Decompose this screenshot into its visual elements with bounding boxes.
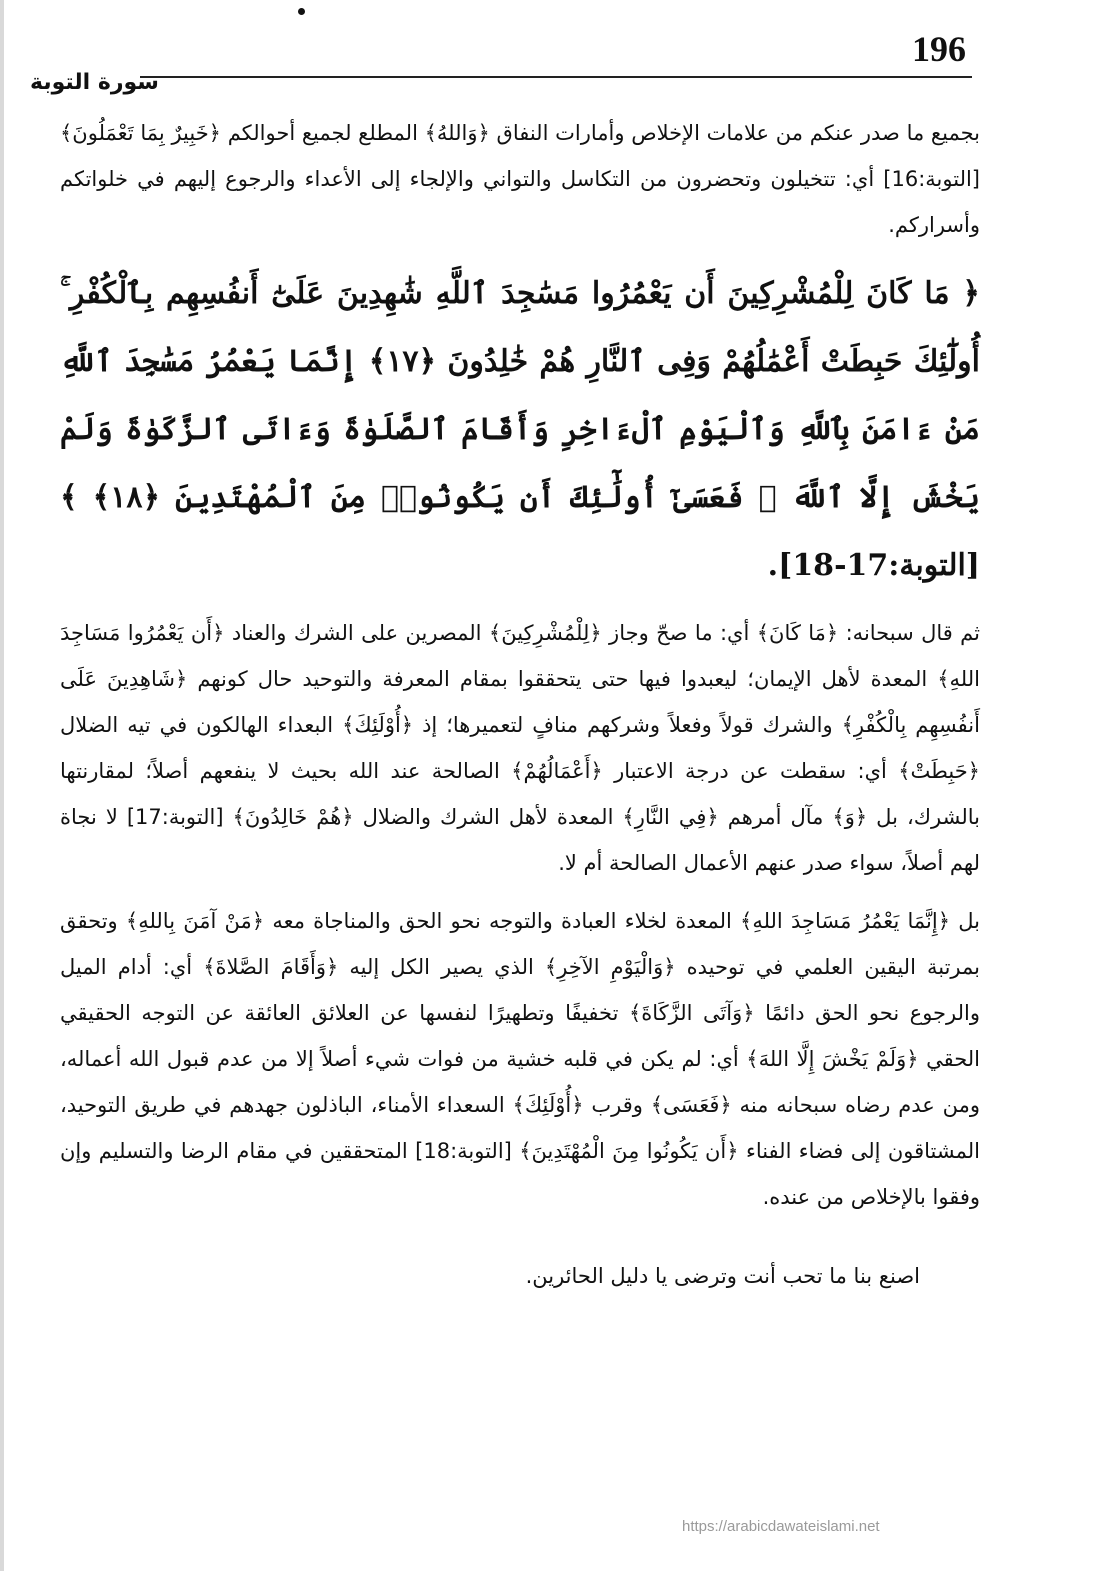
page-number: 196 <box>912 29 966 69</box>
closing-prayer: اصنع بنا ما تحب أنت وترضى يا دليل الحائرين. <box>525 1264 920 1288</box>
scan-shadow-edge <box>0 0 4 1571</box>
page-content <box>60 110 980 1296</box>
header-rule <box>140 76 972 78</box>
watermark-url: https://arabicdawateislami.net <box>682 1518 880 1535</box>
commentary-paragraph-3: بل ﴿إِنَّمَا يَعْمُرُ مَسَاجِدَ اللهِ﴾ المعدة لخلاء العبادة والتوجه نحو الحق والمناجاة معه ﴿مَنْ آمَنَ بِاللهِ﴾ وتحقق بمرتبة اليقين العلمي في توحيده ﴿وَالْيَوْمِ الآخِرِ﴾ الذي يصير الكل إليه ﴿وَأَقَامَ الصَّلاةَ﴾ أي: أدام الميل والرجوع نحو الحق دائمًا ﴿وَآتَى الزَّكَاةَ﴾ تخفيفًا وتطهيرًا لنفسها عن العلائق العائقة عن التوجه الحقيقي الحقي ﴿وَلَمْ يَخْشَ إِلَّا اللهَ﴾ أي: لم يكن في قلبه خشية من فوات شيء أصلاً إلا من عدم قبول الله أعماله، ومن عدم رضاه سبحانه منه ﴿فَعَسَى﴾ وقرب ﴿أُوْلَئِكَ﴾ السعداء الأمناء، الباذلون جهدهم في طريق التوحيد، المشتاقون إلى فضاء الفناء ﴿أَن يَكُونُوا مِنَ الْمُهْتَدِينَ﴾ [التوبة:18] المتحققين في مقام الرضا والتسليم وإن وفقوا بالإخلاص من عنده. <box>60 909 980 1209</box>
commentary-paragraph-1: بجميع ما صدر عنكم من علامات الإخلاص وأمارات النفاق ﴿وَاللهُ﴾ المطلع لجميع أحوالكم ﴿خَبِيرٌ بِمَا تَعْمَلُونَ﴾ [التوبة:16] أي: تتخيلون وتحضرون من التكاسل والتواني والإلجاء إلى الأعداء والرجوع إليهم في خلواتكم وأسراركم. <box>60 121 980 237</box>
quran-verse-block: ﴿ مَا كَانَ لِلْمُشْرِكِينَ أَن يَعْمُرُوا مَسَٰجِدَ ٱللَّهِ شَٰهِدِينَ عَلَىٰٓ أَنفُسِهِم بِٱلْكُفْرِ ۚ أُولَٰٓئِكَ حَبِطَتْ أَعْمَٰلُهُمْ وَفِى ٱلنَّارِ هُمْ خَٰلِدُونَ ﴿١٧﴾ إِنَّمَا يَعْمُرُ مَسَٰجِدَ ٱللَّهِ مَنْ ءَامَنَ بِٱللَّهِ وَٱلْيَوْمِ ٱلْءَاخِرِ وَأَقَامَ ٱلصَّلَوٰةَ وَءَاتَى ٱلزَّكَوٰةَ وَلَمْ يَخْشَ إِلَّا ٱللَّهَ ۖ فَعَسَىٰٓ أُولَٰٓئِكَ أَن يَكُونُوا۟ مِنَ ٱلْمُهْتَدِينَ ﴿١٨﴾ ﴾ [التوبة:17-18]. <box>60 276 981 583</box>
commentary-paragraph-2: ثم قال سبحانه: ﴿مَا كَانَ﴾ أي: ما صحّ وجاز ﴿لِلْمُشْرِكِينَ﴾ المصرين على الشرك والعناد ﴿أَن يَعْمُرُوا مَسَاجِدَ اللهِ﴾ المعدة لأهل الإيمان؛ ليعبدوا فيها حتى يتحققوا بمقام المعرفة والتوحيد حال كونهم ﴿شَاهِدِينَ عَلَى أَنفُسِهِم بِالْكُفْرِ﴾ والشرك قولاً وفعلاً وشركهم منافٍ لتعميرها؛ إذ ﴿أُوْلَئِكَ﴾ البعداء الهالكون في تيه الضلال ﴿حَبِطَتْ﴾ أي: سقطت عن درجة الاعتبار ﴿أَعْمَالُهُمْ﴾ الصالحة عند الله بحيث لا ينفعهم أصلاً؛ لمقارنتها بالشرك، بل ﴿وَ﴾ مآل أمرهم ﴿فِي النَّارِ﴾ المعدة لأهل الشرك والضلال ﴿هُمْ خَالِدُونَ﴾ [التوبة:17] لا نجاة لهم أصلاً، سواء صدر عنهم الأعمال الصالحة أم لا. <box>60 621 980 875</box>
scan-speck <box>298 8 305 15</box>
surah-header: سورة التوبة <box>30 70 159 95</box>
